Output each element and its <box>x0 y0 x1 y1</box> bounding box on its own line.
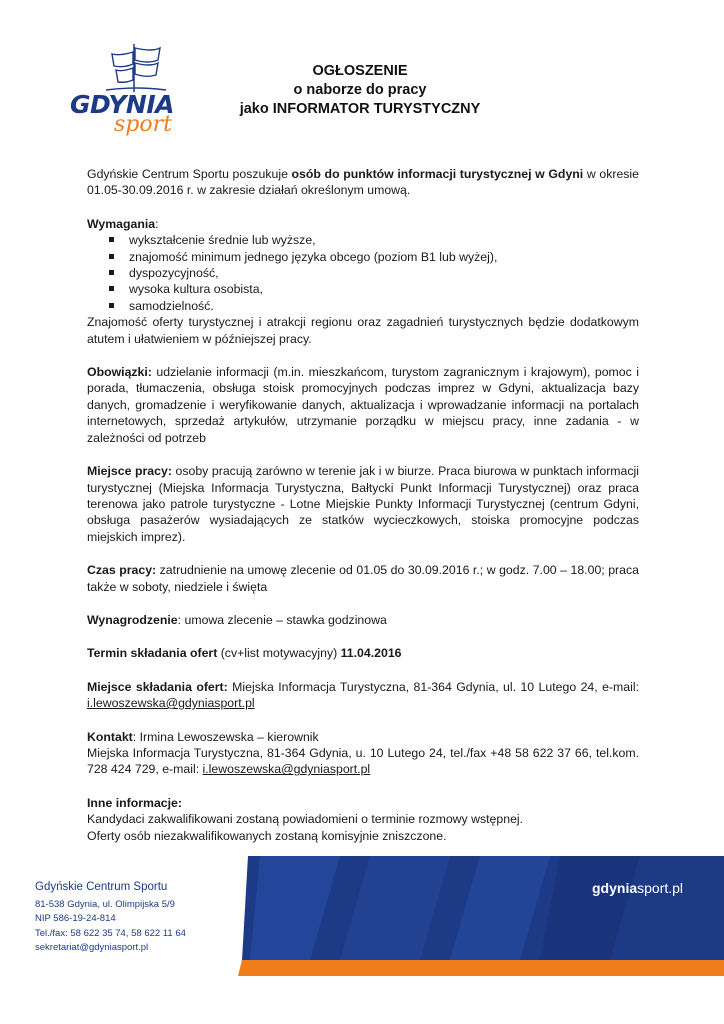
worktime-text: zatrudnienie na umowę zlecenie od 01.05 do 30.09.2016 r.; w godz. 7.00 – 18.00; praca także w soboty, niedziele i święta <box>87 563 639 594</box>
intro-text-post: w okresie 01.05-30.09.2016 r. w zakresie działań określonym umową. <box>87 167 640 198</box>
salary-text: : umowa zlecenie – stawka godzinowa <box>177 612 387 627</box>
logo-subtitle: sport <box>114 112 172 137</box>
footer-email: sekretariat@gdyniasport.pl <box>35 942 149 953</box>
list-item: wysoka kultura osobista, <box>115 281 639 297</box>
contact-person: : Irmina Lewoszewska – kierownik <box>132 729 319 744</box>
duties-paragraph <box>87 364 639 446</box>
workplace-label: Miejsce pracy: <box>87 464 172 479</box>
intro-text-pre: Gdyńskie Centrum Sportu poszukuje <box>87 167 292 181</box>
intro-paragraph <box>87 166 639 199</box>
workplace-text: osoby pracują zarówno w terenie jak i w biurze. Praca biurowa w punktach informacji turystycznej (Miejska Informacja Turystyczna, Bałtycki Punkt Informacji Turystycznej) oraz praca terenowa jako patrole turystyczne - Lotne Miejskie Punkty Informacji Turystycznej (centrum Gdyni, obsługa pasażerów wysiadających ze statków wycieczkowych, stoiska promocyjne podczas miejskich imprez). <box>87 464 639 544</box>
contact-line-2 <box>87 745 639 778</box>
footer-nip: NIP 586-19-24-814 <box>35 913 116 924</box>
submission-paragraph <box>87 679 639 712</box>
duties-text: udzielanie informacji (m.in. mieszkańcom, turystom zagranicznym i krajowym), pomoc i porada, tłumaczenia, obsługa stoisk promocyjnych podczas imprez w Gdyni, aktualizacja bazy danych, gromadzenie i weryfikowanie danych, aktualizacja i wprowadzanie informacji na portalach internetowych, sprzedaż artykułów, utrzymanie porządku w miejscu pracy, inne zadania - w zależności od potrzeb <box>87 365 639 445</box>
worktime-paragraph <box>87 562 639 595</box>
sailing-ship-icon <box>106 42 166 94</box>
submission-email-link[interactable]: i.lewoszewska@gdyniasport.pl <box>87 696 255 711</box>
footer-org-name: Gdyńskie Centrum Sportu <box>35 881 168 893</box>
submission-label: Miejsce składania ofert: <box>87 679 228 694</box>
announcement-body <box>87 166 639 844</box>
footer-address <box>35 880 186 956</box>
footer-street: 81-538 Gdynia, ul. Olimpijska 5/9 <box>35 898 175 910</box>
title-line-1: OGŁOSZENIE <box>312 63 408 79</box>
logo-wordmark: GDYNIA <box>70 90 175 119</box>
contact-email-link[interactable]: i.lewoszewska@gdyniasport.pl <box>202 762 371 777</box>
title-line-2: o naborze do pracy <box>293 82 427 98</box>
list-item: znajomość minimum jednego języka obcego (poziom B1 lub wyżej), <box>115 249 639 265</box>
list-item: wykształcenie średnie lub wyższe, <box>115 232 639 248</box>
deadline-date: 11.04.2016 <box>340 646 402 661</box>
submission-text: Miejska Informacja Turystyczna, 81-364 Gdynia, ul. 10 Lutego 24, e-mail: <box>227 679 639 694</box>
website-label <box>592 880 683 896</box>
title-line-3: jako INFORMATOR TURYSTYCZNY <box>239 101 481 117</box>
contact-details: Miejska Informacja Turystyczna, 81-364 Gdynia, u. 10 Lutego 24, tel./fax +48 58 622 37 66, tel.kom. 728 424 729, e-mail: <box>87 745 639 777</box>
requirements-note: Znajomość oferty turystycznej i atrakcji regionu oraz zagadnień turystycznych będzie dodatkowym atutem i ułatwieniem w późniejszej pracy. <box>87 315 639 346</box>
footer-banner <box>220 856 724 976</box>
requirements-label: Wymagania <box>87 216 156 231</box>
deadline-label: Termin składania ofert <box>87 646 218 661</box>
other-line-1: Kandydaci zakwalifikowani zostaną powiadomieni o terminie rozmowy wstępnej. <box>87 812 524 827</box>
list-item: dyspozycyjność, <box>115 265 639 281</box>
contact-label: Kontakt <box>87 729 133 744</box>
requirements-list <box>87 232 639 314</box>
deadline-paragraph <box>87 645 639 661</box>
page-title <box>200 62 520 119</box>
salary-label: Wynagrodzenie <box>87 612 178 627</box>
gdynia-sport-logo <box>62 42 182 142</box>
other-line-2: Oferty osób niezakwalifikowanych zostaną komisyjnie zniszczone. <box>87 828 447 843</box>
intro-text-bold: osób do punktów informacji turystycznej w Gdyni <box>291 167 584 181</box>
deadline-mid: (cv+list motywacyjny) <box>217 646 341 661</box>
duties-label: Obowiązki: <box>87 365 152 380</box>
salary-paragraph <box>87 612 639 628</box>
requirements-heading <box>87 216 639 232</box>
contact-line-1 <box>87 729 639 745</box>
website-rest: sport.pl <box>637 880 684 896</box>
footer-phone: Tel./fax: 58 622 35 74, 58 622 11 64 <box>35 927 186 939</box>
other-label: Inne informacje: <box>87 795 182 810</box>
worktime-label: Czas pracy: <box>87 563 157 578</box>
requirements-colon: : <box>155 216 159 231</box>
workplace-paragraph <box>87 463 639 545</box>
other-heading <box>87 795 639 811</box>
website-bold: gdynia <box>592 880 638 896</box>
list-item: samodzielność. <box>115 298 639 314</box>
